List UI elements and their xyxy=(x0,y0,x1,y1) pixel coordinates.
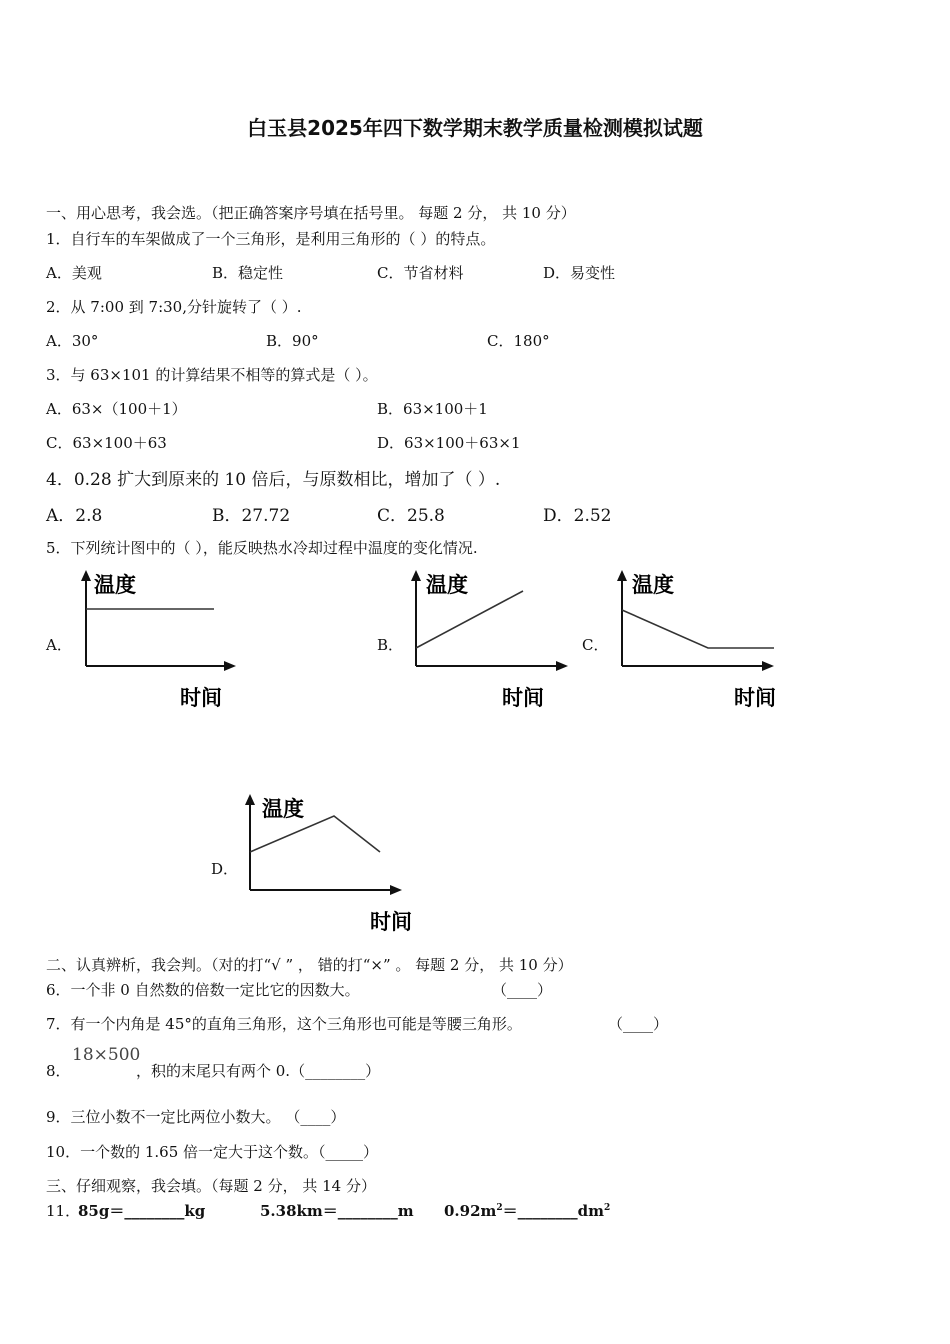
graph-a-x-label: 时间 xyxy=(180,686,222,710)
q5-option-b[interactable]: B． xyxy=(377,636,404,654)
q5-option-a[interactable]: A． xyxy=(46,636,72,654)
q11-part3-prefix: 0.92m xyxy=(444,1202,497,1220)
graph-b xyxy=(400,566,580,716)
q11-part3-middle: ＝________dm xyxy=(502,1202,605,1220)
q1-option-d[interactable]: D．易变性 xyxy=(543,264,616,282)
q5-option-c[interactable]: C． xyxy=(582,636,609,654)
question-6-stem: 6．一个非 0 自然数的倍数一定比它的因数大。 xyxy=(46,981,360,999)
graph-a xyxy=(70,566,250,716)
q4-option-a[interactable]: A．2.8 xyxy=(46,506,103,526)
question-6-answer-blank[interactable]: （____） xyxy=(492,981,553,999)
q3-option-c[interactable]: C．63×100＋63 xyxy=(46,434,167,452)
q2-option-c[interactable]: C．180° xyxy=(487,332,550,350)
q1-option-a[interactable]: A．美观 xyxy=(46,264,102,282)
graph-c-x-label: 时间 xyxy=(734,686,776,710)
q3-option-d[interactable]: D．63×100＋63×1 xyxy=(377,434,521,452)
graph-d-y-label: 温度 xyxy=(262,797,304,821)
question-11-part-2[interactable]: 5.38km＝________m xyxy=(260,1202,414,1220)
question-8: ，积的末尾只有两个 0.（________） xyxy=(136,1062,381,1080)
question-8-number: 8． xyxy=(46,1062,71,1080)
graph-a-y-label: 温度 xyxy=(94,573,136,597)
section-3-heading: 三、仔细观察，我会填。（每题 2 分， 共 14 分） xyxy=(46,1177,376,1195)
q4-option-c[interactable]: C．25.8 xyxy=(377,506,445,526)
q3-option-b[interactable]: B．63×100＋1 xyxy=(377,400,488,418)
question-10: 10．一个数的 1.65 倍一定大于这个数。（_____） xyxy=(46,1143,379,1161)
q1-option-c[interactable]: C．节省材料 xyxy=(377,264,464,282)
question-1: 1．自行车的车架做成了一个三角形，是利用三角形的（ ）的特点。 xyxy=(46,230,496,248)
q2-option-a[interactable]: A．30° xyxy=(46,332,99,350)
q11-part3-sup-2: 2 xyxy=(604,1203,611,1213)
question-2: 2．从 7:00 到 7:30,分针旋转了（ ）. xyxy=(46,298,302,316)
section-2-heading: 二、认真辨析，我会判。（对的打“√ ” ， 错的打“×” 。 每题 2 分， 共 10 分） xyxy=(46,956,573,974)
graph-d-x-label: 时间 xyxy=(370,910,412,934)
q11-part3-sup-1: 2 xyxy=(496,1203,503,1213)
question-7: 7．有一个内角是 45°的直角三角形，这个三角形也可能是等腰三角形。 xyxy=(46,1015,522,1033)
question-11-part-3[interactable] xyxy=(444,1200,610,1221)
graph-b-x-label: 时间 xyxy=(502,686,544,710)
question-3: 3．与 63×101 的计算结果不相等的算式是（ ）。 xyxy=(46,366,378,384)
q4-option-b[interactable]: B．27.72 xyxy=(212,506,291,526)
q2-option-b[interactable]: B．90° xyxy=(266,332,319,350)
question-4: 4．0.28 扩大到原来的 10 倍后，与原数相比，增加了（ ）. xyxy=(46,470,501,490)
graph-c xyxy=(606,566,786,716)
question-11-part-1[interactable]: 85g＝________kg xyxy=(78,1202,206,1220)
question-5: 5．下列统计图中的（ ），能反映热水冷却过程中温度的变化情况. xyxy=(46,539,478,557)
question-11-number: 11． xyxy=(46,1202,81,1220)
graph-c-y-label: 温度 xyxy=(632,573,674,597)
question-6 xyxy=(46,979,360,1000)
page-title: 白玉县2025年四下数学期末教学质量检测模拟试题 xyxy=(247,116,703,140)
graph-d xyxy=(234,790,414,940)
question-9: 9．三位小数不一定比两位小数大。 （____） xyxy=(46,1108,346,1126)
question-8-formula: 18×500 xyxy=(72,1045,141,1065)
q1-option-b[interactable]: B．稳定性 xyxy=(212,264,284,282)
graph-b-y-label: 温度 xyxy=(426,573,468,597)
question-7-answer-blank[interactable]: （____） xyxy=(608,1015,669,1033)
q4-option-d[interactable]: D．2.52 xyxy=(543,506,612,526)
section-1-heading: 一、用心思考，我会选。（把正确答案序号填在括号里。 每题 2 分， 共 10 分） xyxy=(46,204,576,222)
q5-option-d[interactable]: D． xyxy=(211,860,239,878)
q3-option-a[interactable]: A．63×（100＋1） xyxy=(46,400,187,418)
